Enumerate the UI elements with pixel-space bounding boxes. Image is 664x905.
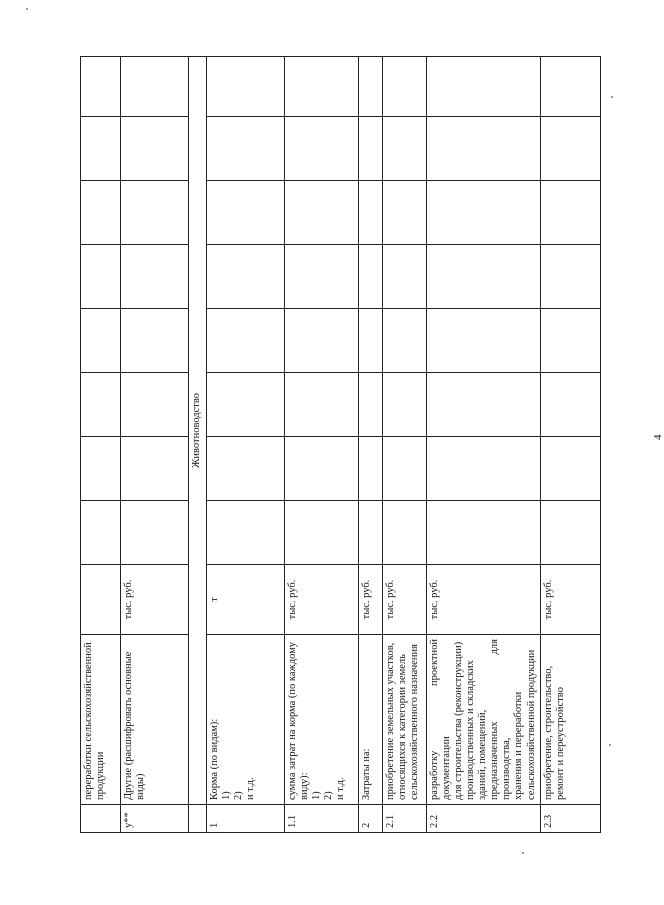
- table-row: [540, 57, 600, 833]
- row-name-line: 2): [323, 791, 335, 800]
- row-name-line: 1): [221, 791, 233, 800]
- value-cell: [383, 373, 427, 437]
- value-cell: [359, 57, 383, 117]
- section-number-cell: [189, 805, 207, 833]
- value-cell: [285, 245, 359, 309]
- scan-speck: [609, 744, 611, 746]
- value-cell: [285, 373, 359, 437]
- table-row: [207, 57, 285, 833]
- value-cell: [207, 57, 285, 117]
- row-number: 1.1: [285, 805, 359, 833]
- value-cell: [540, 373, 600, 437]
- row-number: 2.2: [427, 805, 541, 833]
- value-cell: [359, 309, 383, 373]
- value-cell: [81, 181, 121, 245]
- value-cell: [121, 309, 189, 373]
- value-cell: [81, 437, 121, 501]
- value-cell: [207, 501, 285, 565]
- value-cell: [359, 373, 383, 437]
- value-cell: [383, 437, 427, 501]
- value-cell: [427, 309, 541, 373]
- value-cell: [121, 501, 189, 565]
- row-unit: т: [207, 565, 285, 635]
- value-cell: [540, 245, 600, 309]
- value-cell: [427, 501, 541, 565]
- value-cell: [427, 373, 541, 437]
- value-cell: [540, 501, 600, 565]
- page-number: 4: [652, 434, 664, 440]
- value-cell: [427, 245, 541, 309]
- row-name-line: сумма затрат на корма (по каждому: [287, 641, 298, 800]
- row-name: [121, 635, 189, 805]
- table-row: [383, 57, 427, 833]
- value-cell: [285, 57, 359, 117]
- value-cell: [121, 373, 189, 437]
- value-cell: [540, 309, 600, 373]
- row-name-line: приобретение земельных участков,: [385, 642, 396, 800]
- row-unit: тыс. руб.: [285, 565, 359, 635]
- row-name-line: зданий, помещений,: [477, 709, 489, 800]
- value-cell: [207, 309, 285, 373]
- value-cell: [285, 501, 359, 565]
- row-name-line: предназначенных для производства,: [489, 639, 513, 800]
- row-name-line: ремонт и переустройство: [554, 687, 566, 800]
- value-cell: [540, 437, 600, 501]
- value-cell: [81, 501, 121, 565]
- row-number: у**: [121, 805, 189, 833]
- value-cell: [427, 437, 541, 501]
- value-cell: [383, 309, 427, 373]
- value-cell: [540, 117, 600, 181]
- row-number: [81, 805, 121, 833]
- document-table-container: [80, 57, 582, 833]
- value-cell: [121, 245, 189, 309]
- row-name-line: виду):: [299, 772, 311, 800]
- table-row: [121, 57, 189, 833]
- value-cell: [285, 437, 359, 501]
- row-name-line: виды): [135, 773, 147, 800]
- row-unit: тыс. руб.: [383, 565, 427, 635]
- value-cell: [121, 437, 189, 501]
- value-cell: [383, 57, 427, 117]
- value-cell: [427, 117, 541, 181]
- row-name-line: для строительства (реконструкции): [453, 641, 465, 800]
- value-cell: [383, 117, 427, 181]
- row-unit: тыс. руб.: [359, 565, 383, 635]
- value-cell: [207, 373, 285, 437]
- row-name-line: и т.д.: [245, 777, 257, 800]
- value-cell: [207, 117, 285, 181]
- row-unit: тыс. руб.: [121, 565, 189, 635]
- value-cell: [207, 437, 285, 501]
- value-cell: [359, 117, 383, 181]
- row-name-line: Затраты на:: [361, 748, 372, 800]
- value-cell: [359, 245, 383, 309]
- value-cell: [81, 309, 121, 373]
- value-cell: [427, 181, 541, 245]
- row-name: [359, 635, 383, 805]
- row-name: [81, 635, 121, 805]
- section-row: [189, 57, 207, 833]
- row-name-line: Корма (по видам):: [209, 718, 220, 800]
- section-title: Животноводство: [189, 57, 207, 805]
- row-number: 1: [207, 805, 285, 833]
- value-cell: [383, 501, 427, 565]
- row-name-line: 2): [233, 791, 245, 800]
- value-cell: [427, 57, 541, 117]
- value-cell: [121, 57, 189, 117]
- row-unit: тыс. руб.: [540, 565, 600, 635]
- value-cell: [207, 245, 285, 309]
- row-name-line: переработки сельскохозяйственной: [83, 642, 94, 800]
- value-cell: [207, 181, 285, 245]
- row-name-line: сельскохозяйственной продукции: [525, 649, 537, 800]
- value-cell: [540, 181, 600, 245]
- value-cell: [359, 501, 383, 565]
- value-cell: [81, 57, 121, 117]
- row-unit: тыс. руб.: [427, 565, 541, 635]
- row-number: 2.1: [383, 805, 427, 833]
- row-name: [207, 635, 285, 805]
- value-cell: [285, 117, 359, 181]
- row-name: [383, 635, 427, 805]
- scan-speck: [26, 8, 28, 10]
- value-cell: [383, 181, 427, 245]
- table-row: [285, 57, 359, 833]
- row-number: 2: [359, 805, 383, 833]
- row-number: 2.3: [540, 805, 600, 833]
- row-name-line: и т.д.: [335, 777, 347, 800]
- row-unit: [81, 565, 121, 635]
- row-name-line: приобретение, строительство,: [542, 665, 554, 800]
- table-row: [427, 57, 541, 833]
- row-name-line: Другие (расшифровать основные: [123, 651, 134, 800]
- value-cell: [359, 181, 383, 245]
- value-cell: [81, 373, 121, 437]
- row-name-line: производственных и складских: [465, 660, 477, 800]
- row-name-line: продукции: [95, 751, 107, 800]
- row-name-line: сельскохозяйственного назначения: [409, 644, 421, 800]
- value-cell: [81, 117, 121, 181]
- row-name: [285, 635, 359, 805]
- value-cell: [121, 181, 189, 245]
- value-cell: [285, 181, 359, 245]
- table-row: [81, 57, 121, 833]
- row-name: [427, 635, 541, 805]
- table-row: [359, 57, 383, 833]
- value-cell: [359, 437, 383, 501]
- value-cell: [383, 245, 427, 309]
- value-cell: [121, 117, 189, 181]
- row-name-line: относящихся к категории земель: [397, 654, 409, 800]
- scan-speck: [611, 96, 613, 98]
- value-cell: [540, 57, 600, 117]
- row-name: [540, 635, 600, 805]
- scan-speck: [522, 852, 524, 854]
- row-name-line: хранения и переработки: [513, 691, 525, 800]
- data-table: [80, 56, 601, 833]
- row-name-line: разработку проектной документации: [429, 639, 453, 800]
- value-cell: [285, 309, 359, 373]
- row-name-line: 1): [311, 791, 323, 800]
- value-cell: [81, 245, 121, 309]
